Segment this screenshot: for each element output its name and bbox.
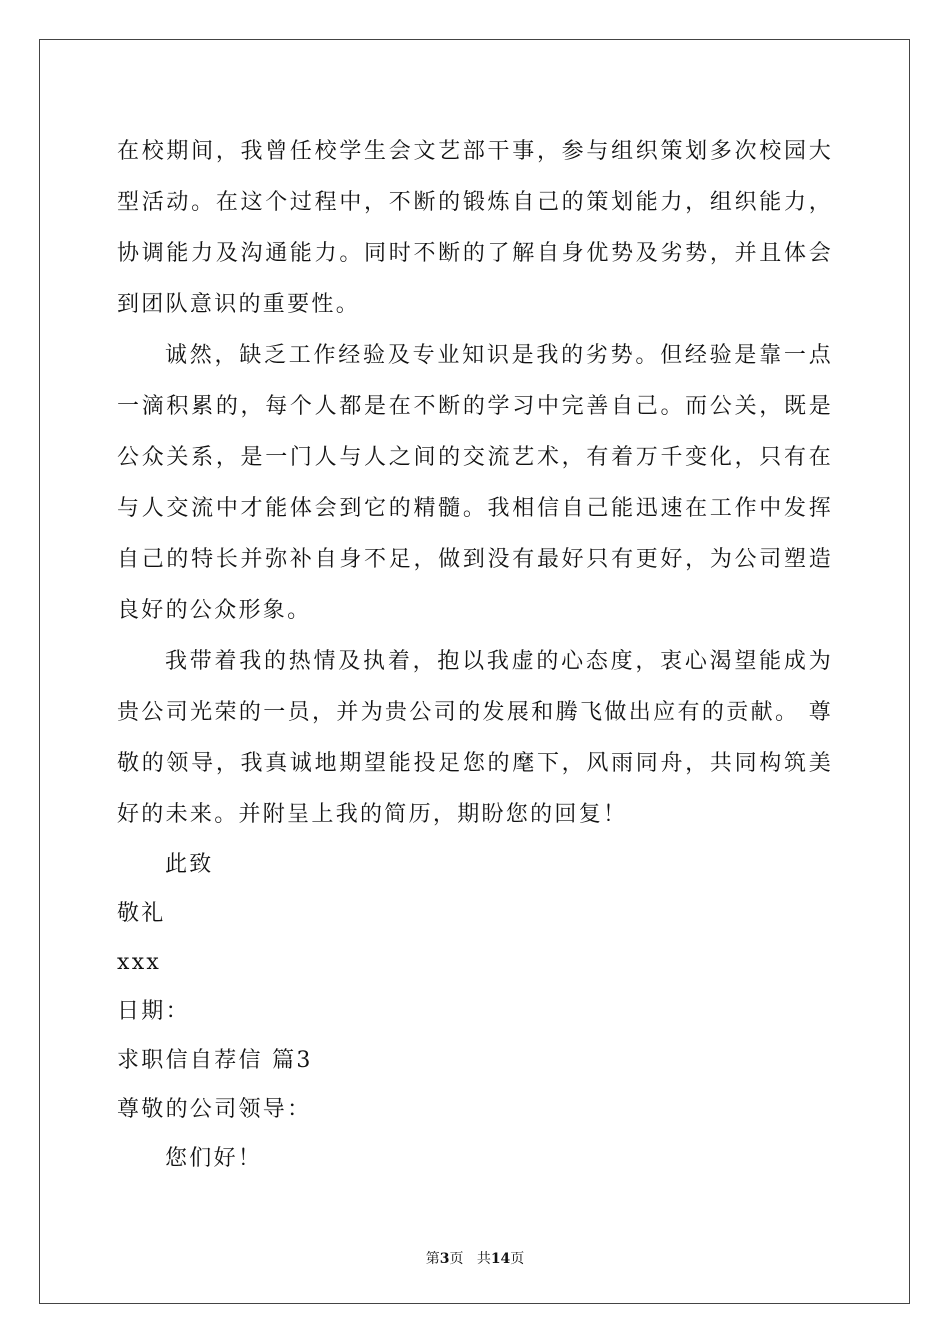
date-label: 日期：: [117, 999, 190, 1024]
footer-total-pages: 14: [490, 1251, 511, 1267]
footer-prefix: 第: [425, 1251, 440, 1267]
document-body: [117, 126, 833, 1183]
salutation-text: 尊敬的公司领导：: [117, 1097, 312, 1122]
paragraph-weakness-and-pr: 诚然，缺乏工作经验及专业知识是我的劣势。但经验是靠一点一滴积累的，每个人都是在不断的学习中完善自己。而公关，既是公众关系，是一门人与人之间的交流艺术，有着万千变化，只有在与人交流中才能体会到它的精髓。我相信自己能迅速在工作中发挥自己的特长并弥补自身不足，做到没有最好只有更好，为公司塑造良好的公众形象。: [117, 343, 833, 623]
signature-text: xxx: [117, 950, 162, 975]
footer-total-suffix: 页: [510, 1251, 525, 1267]
regards-text: 敬礼: [117, 901, 166, 926]
footer-page-suffix: 页: [449, 1251, 464, 1267]
footer-page-number: 3: [439, 1251, 450, 1267]
greeting-text: 您们好！: [165, 1146, 263, 1171]
paragraph-aspiration: 我带着我的热情及执着，抱以我虚的心态度，衷心渴望能成为贵公司光荣的一员，并为贵公司的发展和腾飞做出应有的贡献。 尊敬的领导，我真诚地期望能投足您的麾下，风雨同舟，共同构筑美好的未来。并附呈上我的简历，期盼您的回复！: [117, 649, 833, 827]
closing-text: 此致: [165, 852, 214, 877]
paragraph-campus-experience: 在校期间，我曾任校学生会文艺部干事，参与组织策划多次校园大型活动。在这个过程中，不断的锻炼自己的策划能力，组织能力，协调能力及沟通能力。同时不断的了解自身优势及劣势，并且体会到团队意识的重要性。: [117, 139, 833, 317]
footer-total-prefix: 共: [476, 1251, 491, 1267]
page-footer: [0, 1248, 950, 1268]
section-title: 求职信自荐信 篇3: [117, 1048, 313, 1073]
